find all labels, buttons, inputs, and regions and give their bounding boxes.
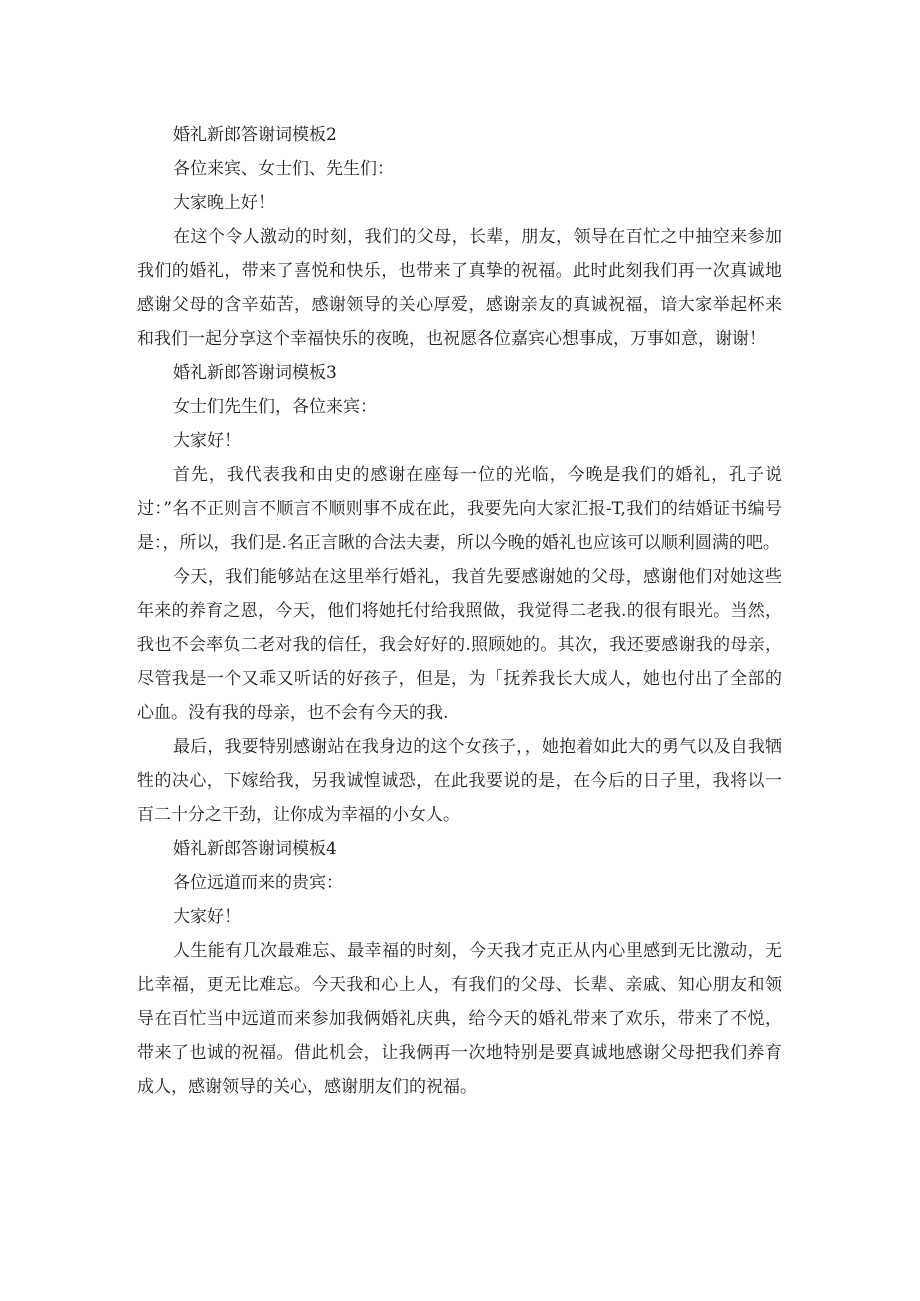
body-paragraph: 今天，我们能够站在这里举行婚礼，我首先要感谢她的父母，感谢他们对她这些年来的养育之恩，今天，他们将她托付给我照做，我觉得二老我.的很有眼光。当然，我也不会率负二老对我的信任，我会好好的.照顾她的。其次，我还要感谢我的母亲，尽管我是一个又乖又听话的好孩子，但是，为「抚养我长大成人，她也付出了全部的心血。没有我的母亲，也不会有今天的我. [137, 567, 782, 723]
document-body [137, 118, 782, 1104]
body-paragraph: 首先，我代表我和由史的感谢在座每一位的光临，今晚是我们的婚礼，孔子说过：”名不正则言不顺言不顺则事不成在此，我要先向大家汇报-T,我们的结婚证书编号是：，所以，我们是.名正言瞅的合法夫妻，所以今晚的婚礼也应该可以顺利圆满的吧。 [137, 465, 782, 553]
body-paragraph: 人生能有几次最难忘、最幸福的时刻，今天我才克正从内心里感到无比激动，无比幸福，更无比难忘。今天我和心上人，有我们的父母、长辈、亲戚、知心朋友和领导在百忙当中远道而来参加我俩婚礼庆典，给今天的婚礼带来了欢乐，带来了不悦，带来了也诚的祝福。借此机会，让我俩再一次地特别是要真诚地感谢父母把我们养育成人，感谢领导的关心，感谢朋友们的祝福。 [137, 941, 782, 1097]
salutation-paragraph: 女士们先生们，各位来宾： [173, 397, 377, 417]
salutation-paragraph: 各位来宾、女士们、先生们： [173, 159, 394, 179]
body-paragraph: 最后，我要特别感谢站在我身边的这个女孩子，，她抱着如此大的勇气以及自我牺牲的决心，下嫁给我，另我诚惶诚恐，在此我要说的是，在今后的日子里，我将以一百二十分之干劲，让你成为幸福的小女人。 [137, 737, 782, 825]
salutation-paragraph: 各位远道而来的贵宾： [173, 873, 343, 893]
greeting-paragraph: 大家好！ [173, 431, 241, 451]
greeting-paragraph: 大家好！ [173, 907, 241, 927]
body-paragraph: 在这个令人激动的时刻，我们的父母，长辈，朋友，领导在百忙之中抽空来参加我们的婚礼，带来了喜悦和快乐，也带来了真挚的祝福。此时此刻我们再一次真诚地感谢父母的含辛茹苦，感谢领导的关心厚爱，感谢亲友的真诚祝福，谙大家举起杯来和我们一起分享这个幸福快乐的夜晚，也祝愿各位嘉宾心想事成，万事如意，谢谢！ [137, 227, 782, 349]
section-title-2: 婚礼新郎答谢词模板2 [173, 125, 337, 145]
greeting-paragraph: 大家晚上好！ [173, 193, 275, 213]
section-title-4: 婚礼新郎答谢词模板4 [173, 839, 337, 859]
section-title-3: 婚礼新郎答谢词模板3 [173, 363, 337, 383]
